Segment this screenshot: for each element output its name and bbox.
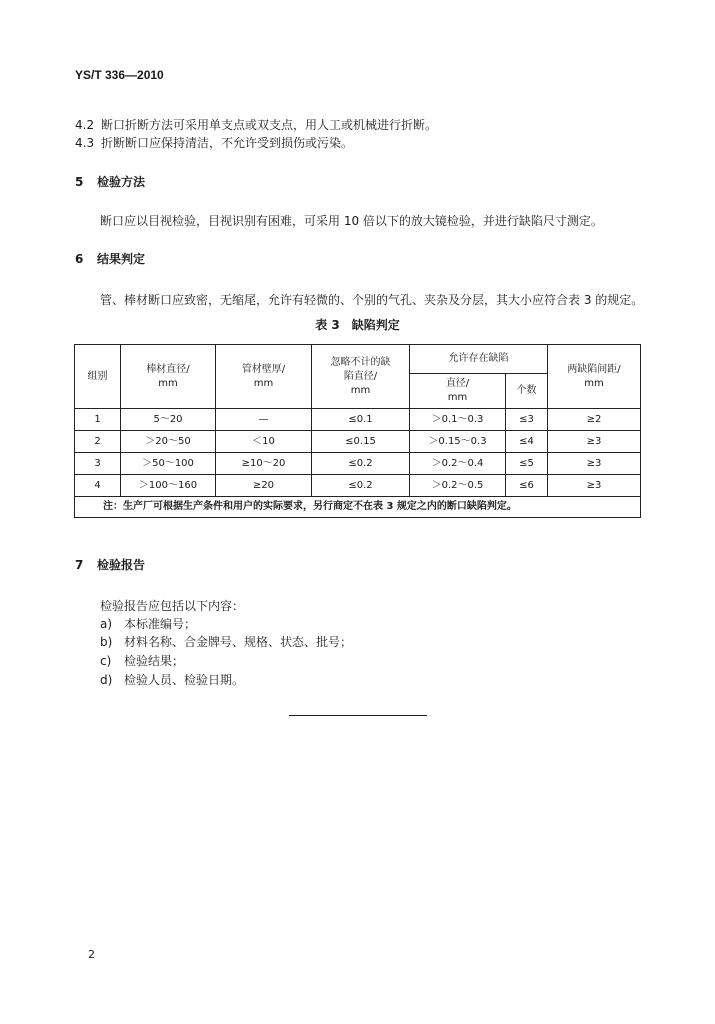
header-unit: mm: [253, 377, 274, 389]
header-unit: mm: [158, 377, 178, 389]
section-title: 检验报告: [97, 558, 146, 572]
clause-text: 断口折断方法可采用单支点或双支点，用人工或机械进行折断。: [101, 118, 438, 132]
cell-tube: ≥10～20: [216, 453, 312, 475]
cell-rod: ＞20～50: [121, 431, 216, 453]
list-item-text: 检验人员、检验日期。: [124, 673, 245, 687]
standard-number: YS/T 336—2010: [75, 68, 164, 82]
header-diameter-label: 直径/: [445, 378, 470, 389]
table-row: [75, 431, 641, 453]
defect-table: [74, 344, 641, 518]
cell-group: 2: [75, 431, 121, 453]
table-row: [75, 409, 641, 431]
header-unit: mm: [447, 392, 468, 403]
section-number: 5: [75, 175, 84, 189]
table-row: [75, 453, 641, 475]
list-item-text: 材料名称、合金牌号、规格、状态、批号；: [124, 635, 353, 649]
cell-count: ≤3: [506, 409, 548, 431]
cell-ignore: ≤0.2: [312, 475, 410, 497]
section-7-intro: 检验报告应包括以下内容：: [100, 599, 245, 613]
page-number: 2: [88, 948, 95, 961]
list-item: [100, 652, 184, 669]
section-5-heading: [75, 173, 145, 190]
header-allowed-defects: 允许存在缺陷: [410, 345, 548, 374]
clause-text: 折断断口应保持清洁，不允许受到损伤或污染。: [101, 136, 354, 150]
section-6-heading: [75, 250, 145, 267]
header-rod-diameter-label: 棒材直径/: [146, 363, 190, 375]
cell-group: 4: [75, 475, 121, 497]
cell-rod: 5～20: [121, 409, 216, 431]
cell-diameter: ＞0.1～0.3: [410, 409, 506, 431]
list-item: [100, 671, 244, 688]
end-rule: [289, 715, 427, 716]
section-number: 7: [75, 558, 84, 572]
cell-count: ≤4: [506, 431, 548, 453]
cell-count: ≤5: [506, 453, 548, 475]
section-7-heading: [75, 556, 145, 573]
cell-spacing: ≥3: [548, 453, 641, 475]
cell-ignore: ≤0.2: [312, 453, 410, 475]
cell-tube: ＜10: [216, 431, 312, 453]
cell-tube: ≥20: [216, 475, 312, 497]
header-unit: mm: [584, 377, 604, 389]
cell-diameter: ＞0.15～0.3: [410, 431, 506, 453]
cell-group: 1: [75, 409, 121, 431]
cell-spacing: ≥3: [548, 475, 641, 497]
header-spacing-label: 两缺陷间距/: [567, 363, 621, 375]
table-note: 注：生产厂可根据生产条件和用户的实际要求，另行商定不在表 3 规定之内的断口缺陷判定。: [75, 497, 641, 518]
list-item-label: b): [100, 635, 113, 649]
cell-group: 3: [75, 453, 121, 475]
cell-tube: —: [216, 409, 312, 431]
header-diameter: [410, 374, 506, 409]
cell-ignore: ≤0.1: [312, 409, 410, 431]
cell-diameter: ＞0.2～0.5: [410, 475, 506, 497]
cell-ignore: ≤0.15: [312, 431, 410, 453]
header-rod-diameter: [121, 345, 216, 409]
clause-4-2: [75, 116, 437, 133]
header-spacing: [548, 345, 641, 409]
list-item: [100, 633, 352, 650]
section-number: 6: [75, 252, 84, 266]
header-tube-wall: [216, 345, 312, 409]
cell-rod: ＞50～100: [121, 453, 216, 475]
header-group: 组别: [75, 345, 121, 409]
list-item-label: c): [100, 654, 112, 668]
header-unit: mm: [350, 384, 371, 396]
section-6-body: 管、棒材断口应致密，无缩尾，允许有轻微的、个别的气孔、夹杂及分层，其大小应符合表 3 的规定。: [100, 293, 644, 307]
list-item-text: 本标准编号；: [124, 617, 197, 631]
cell-count: ≤6: [506, 475, 548, 497]
clause-number: 4.3: [75, 136, 95, 150]
table-caption: 表 3 缺陷判定: [315, 318, 400, 332]
cell-diameter: ＞0.2～0.4: [410, 453, 506, 475]
list-item-text: 检验结果；: [124, 654, 185, 668]
header-ignore-label-1: 忽略不计的缺: [330, 356, 391, 368]
section-title: 结果判定: [97, 252, 146, 266]
cell-spacing: ≥2: [548, 409, 641, 431]
header-tube-wall-label: 管材壁厚/: [241, 363, 286, 375]
header-count: 个数: [506, 374, 548, 409]
section-5-body: 断口应以目视检验，目视识别有困难，可采用 10 倍以下的放大镜检验，并进行缺陷尺寸测定。: [100, 214, 603, 228]
header-ignore-diameter: [312, 345, 410, 409]
cell-spacing: ≥3: [548, 431, 641, 453]
table-row: [75, 475, 641, 497]
header-ignore-label-2: 陷直径/: [343, 370, 378, 382]
list-item-label: d): [100, 673, 113, 687]
clause-4-3: [75, 134, 353, 151]
list-item: [100, 615, 196, 632]
cell-rod: ＞100～160: [121, 475, 216, 497]
clause-number: 4.2: [75, 118, 95, 132]
section-title: 检验方法: [97, 175, 146, 189]
list-item-label: a): [100, 617, 113, 631]
